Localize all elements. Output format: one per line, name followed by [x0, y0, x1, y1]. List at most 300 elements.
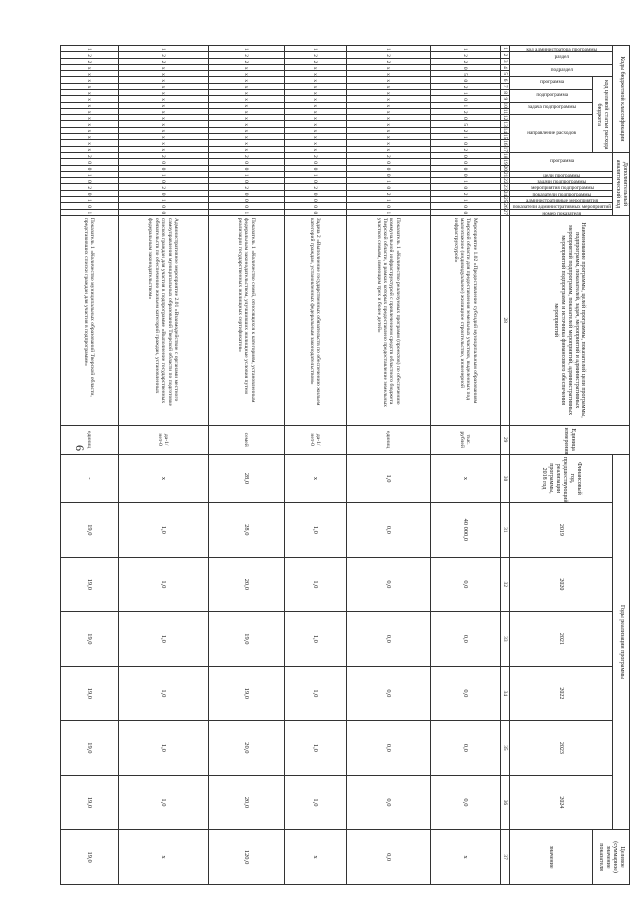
row-year-value: 0,0 [346, 612, 430, 667]
row-base-year: 1,0 [346, 454, 430, 502]
row-year-value: 0,0 [430, 721, 500, 776]
code-cell: 0 [208, 190, 284, 196]
code-cell: 2 [430, 146, 500, 153]
code-cell: 0 [430, 115, 500, 121]
year-2020: 2020 [509, 557, 613, 612]
code-cell: х [284, 83, 346, 89]
code-cell: х [118, 140, 208, 146]
code-cell: х [208, 146, 284, 153]
code-cell: х [346, 108, 430, 114]
table-row [118, 46, 208, 885]
year-2019: 2019 [509, 503, 613, 558]
add-col-6: показатели административных мероприятий [509, 203, 613, 209]
row-target: 120,0 [208, 830, 284, 885]
code-cell: 1 [346, 46, 430, 52]
code-cell: 1 [118, 171, 208, 177]
code-cell: 0 [208, 165, 284, 171]
row-target: 0,0 [346, 830, 430, 885]
name-header: Наименование программы, целей программы, показателей цели программы, подпрограмм, показателей, задач, мероприятий и административных мероприятий подпрограмм, показателей мероприятий, административных мероприятий подпрограмм и источника финансового обеспечения мероприятий [509, 215, 629, 425]
code-cell: 0 [430, 184, 500, 190]
row-year-value: 19,0 [208, 666, 284, 721]
code-cell: х [118, 89, 208, 95]
column-number: 8 [501, 91, 508, 94]
code-cell: х [346, 121, 430, 127]
additional-code-header: Дополнительный аналитический код [613, 153, 630, 216]
code-cell: 0 [430, 171, 500, 177]
row-name: Мероприятие 1.02 «Предоставление субсидий муниципальным образованиям Тверской области для предоставления земельных участков, выделенных под малоэтажное (индивидуальное) жилищное строительство, инженерной инфраструктурой» [430, 215, 500, 425]
column-number: 10 [501, 102, 508, 108]
code-cell: х [346, 102, 430, 108]
code-cell: 0 [430, 203, 500, 209]
row-year-value: 19,0 [60, 503, 118, 558]
column-number: 16 [501, 140, 508, 146]
code-cell: 2 [430, 58, 500, 64]
code-cell: х [284, 140, 346, 146]
code-cell: 0 [430, 140, 500, 146]
column-number: 7 [501, 84, 508, 88]
row-unit: тыс. рублей [430, 425, 500, 454]
code-cell: х [208, 64, 284, 70]
code-cell: 1 [346, 196, 430, 202]
code-cell: 1 [118, 196, 208, 202]
column-number: 32 [500, 557, 509, 612]
code-cell: х [118, 146, 208, 153]
column-number: 6 [501, 78, 508, 82]
code-cell: х [118, 121, 208, 127]
code-cell: 0 [60, 190, 118, 196]
row-year-value: 1,0 [284, 612, 346, 667]
code-cell: 0 [430, 165, 500, 171]
row-base-year: - [60, 454, 118, 502]
code-cell: х [284, 121, 346, 127]
add-col-3: мероприятия подпрограммы [509, 184, 613, 190]
row-year-value: 0,0 [346, 721, 430, 776]
code-cell: 0 [284, 178, 346, 184]
code-cell: х [346, 140, 430, 146]
table-row [430, 46, 500, 885]
code-cell: 0 [208, 203, 284, 209]
code-cell: х [60, 102, 118, 108]
code-cell: х [208, 102, 284, 108]
code-cell: 0 [118, 203, 208, 209]
code-cell: 1 [118, 46, 208, 52]
code-cell: 2 [60, 184, 118, 190]
code-cell: х [208, 71, 284, 77]
code-cell: х [346, 146, 430, 153]
code-cell: х [118, 71, 208, 77]
code-cell: 0 [430, 209, 500, 215]
column-number: 18 [501, 153, 508, 159]
zadacha-header: задача подпрограммы [509, 102, 592, 115]
add-col-5: административные мероприятия [509, 196, 613, 202]
code-cell: х [284, 64, 346, 70]
code-cell: 2 [118, 52, 208, 58]
row-year-value: 20,0 [208, 775, 284, 830]
column-number: 21 [501, 171, 508, 178]
code-cell: 0 [60, 165, 118, 171]
row-year-value: 1,0 [118, 666, 208, 721]
code-cell: 0 [346, 184, 430, 190]
code-cell: 0 [208, 196, 284, 202]
code-cell: 0 [430, 159, 500, 165]
row-unit: семей [208, 425, 284, 454]
code-cell: х [118, 83, 208, 89]
fin-year-header: Финансовый год, предшествующий реализации программы, 2018 год [509, 454, 613, 502]
row-year-value: 20,0 [208, 557, 284, 612]
code-cell: 0 [430, 77, 500, 83]
row-year-value: 19,0 [60, 557, 118, 612]
code-cell: х [284, 115, 346, 121]
add-col-1: цели программы [509, 171, 613, 177]
row-year-value: 1,0 [284, 503, 346, 558]
code-cell: х [118, 77, 208, 83]
unit-header: Единица измерения [509, 425, 629, 454]
code-cell: 2 [430, 190, 500, 196]
csr-header: код целевой статьи расхода бюджета [592, 77, 613, 153]
code-cell: х [346, 77, 430, 83]
code-cell: 2 [208, 58, 284, 64]
code-cell: 0 [118, 178, 208, 184]
code-cell: 2 [346, 58, 430, 64]
year-2024: 2024 [509, 775, 613, 830]
column-number: 14 [501, 127, 508, 134]
code-cell: 5 [430, 121, 500, 127]
row-year-value: 1,0 [118, 503, 208, 558]
column-number: 24 [501, 190, 508, 197]
code-cell: 2 [430, 83, 500, 89]
row-year-value: 0,0 [430, 557, 500, 612]
code-cell: 0 [60, 159, 118, 165]
code-cell: х [208, 115, 284, 121]
code-cell: х [118, 102, 208, 108]
table-row [346, 46, 430, 885]
code-cell: 2 [430, 108, 500, 114]
column-number: 19 [501, 159, 508, 165]
code-cell: х [346, 64, 430, 70]
row-year-value: 19,0 [60, 775, 118, 830]
code-cell: 2 [284, 153, 346, 159]
column-number: 11 [501, 108, 508, 115]
column-number: 12 [501, 115, 508, 121]
code-cell: 1 [430, 46, 500, 52]
row-unit: единиц [346, 425, 430, 454]
table-row [60, 46, 118, 885]
row-target: х [284, 830, 346, 885]
target-header: Целевое (суммарное) значение показателя [592, 830, 629, 885]
code-cell: х [118, 96, 208, 102]
row-name: Задача 2 «Выполнение государственных обязательств по обеспечению жильем категорий граждан, установленных федеральным законодательством» [284, 215, 346, 425]
code-cell: х [284, 127, 346, 133]
column-number: 13 [501, 121, 508, 127]
code-cell: 1 [430, 178, 500, 184]
row-name: Показатель 1 «Количество муниципальных образований Тверской области, представивших списки граждан для участия в подпрограмме» [60, 215, 118, 425]
code-cell: 1 [430, 196, 500, 202]
code-cell: 0 [284, 165, 346, 171]
code-cell: х [284, 108, 346, 114]
code-cell: 1 [430, 89, 500, 95]
code-cell: х [284, 71, 346, 77]
column-number: 25 [501, 196, 508, 203]
code-cell: х [118, 115, 208, 121]
code-cell: х [346, 133, 430, 139]
podprogramma-header: подпрограмма [509, 89, 592, 102]
code-cell: х [60, 146, 118, 153]
code-cell: 2 [118, 153, 208, 159]
code-cell: 2 [346, 153, 430, 159]
row-year-value: 0,0 [430, 666, 500, 721]
column-number: 1 [501, 47, 508, 50]
column-number: 2 [501, 53, 508, 57]
code-cell: х [60, 71, 118, 77]
code-cell: 2 [284, 58, 346, 64]
programma-header: программа [509, 77, 592, 90]
row-base-year: х [284, 454, 346, 502]
code-cell: 1 [284, 46, 346, 52]
code-cell: х [118, 64, 208, 70]
table-viewport [83, 45, 630, 885]
column-number: 4 [501, 66, 508, 69]
code-cell: 1 [208, 209, 284, 215]
code-cell: х [60, 64, 118, 70]
year-2023: 2023 [509, 721, 613, 776]
code-cell: х [60, 108, 118, 114]
column-number: 9 [501, 97, 508, 101]
code-cell: 0 [118, 190, 208, 196]
page-number: 6 [73, 445, 87, 451]
code-cell: 1 [430, 133, 500, 139]
code-cell: х [346, 96, 430, 102]
code-cell: 1 [60, 46, 118, 52]
code-cell: 2 [60, 58, 118, 64]
code-cell: х [208, 121, 284, 127]
code-cell: х [346, 71, 430, 77]
row-unit: да-1/ нет-0 [118, 425, 208, 454]
row-year-value: 1,0 [284, 557, 346, 612]
code-cell: 0 [346, 203, 430, 209]
row-target: х [118, 830, 208, 885]
row-base-year: х [430, 454, 500, 502]
year-2021: 2021 [509, 612, 613, 667]
code-cell: х [346, 115, 430, 121]
code-cell: х [208, 96, 284, 102]
code-cell: 0 [284, 190, 346, 196]
column-number: 3 [501, 59, 508, 63]
row-name: Показатель 1 «Количество реализуемых программ (проектов) по обеспечению коммунальной инфраструктурой с привлечением средств областного бюджета Тверской области, в рамках которых предоставлено предоставление земельных участков семьям, имеющим трех и более детей» [346, 215, 430, 425]
code-cell: х [284, 77, 346, 83]
column-number: 33 [500, 612, 509, 667]
add-col-0: программа [509, 153, 613, 172]
code-cell: 2 [118, 58, 208, 64]
code-cell: х [208, 127, 284, 133]
code-cell: 0 [284, 209, 346, 215]
code-cell: 0 [118, 165, 208, 171]
row-year-value: 19,0 [60, 721, 118, 776]
code-cell: х [60, 133, 118, 139]
code-cell: 2 [208, 153, 284, 159]
row-base-year: х [118, 454, 208, 502]
column-number: 28 [500, 215, 509, 425]
code-cell: х [60, 115, 118, 121]
row-name: Административное мероприятие 2.01 «Взаимодействие с органами местного самоуправления муниципальных образований Тверской области по подготовке списков граждан для участия в подпрограмме «Выполнение государственных обязательств по обеспечению жильем категорий граждан, установленных федеральным законодательством» [118, 215, 208, 425]
code-cell: 0 [346, 165, 430, 171]
years-header: Годы реализации программы [613, 454, 630, 829]
code-cell: 2 [346, 52, 430, 58]
column-number: 17 [501, 146, 508, 152]
code-cell: 5 [430, 71, 500, 77]
code-cell: х [118, 127, 208, 133]
kbk-header: Коды бюджетной классификации [613, 46, 630, 153]
code-cell: 0 [430, 153, 500, 159]
column-number: 26 [501, 203, 508, 209]
code-cell: х [60, 83, 118, 89]
code-cell: 1 [208, 171, 284, 177]
code-cell: 0 [346, 171, 430, 177]
row-target: х [430, 830, 500, 885]
code-cell: 0 [60, 203, 118, 209]
code-cell: 0 [118, 159, 208, 165]
code-cell: 1 [60, 171, 118, 177]
code-cell: х [208, 83, 284, 89]
column-number: 35 [500, 721, 509, 776]
code-cell: 0 [60, 178, 118, 184]
code-cell: 2 [284, 52, 346, 58]
code-cell: 2 [60, 52, 118, 58]
row-year-value: 20,0 [208, 721, 284, 776]
code-cell: 2 [208, 184, 284, 190]
code-cell: 2 [60, 153, 118, 159]
code-cell: х [284, 102, 346, 108]
code-cell: 0 [118, 209, 208, 215]
row-base-year: 28,0 [208, 454, 284, 502]
row-year-value: 0,0 [430, 612, 500, 667]
code-cell: х [60, 89, 118, 95]
code-cell: 0 [430, 64, 500, 70]
code-cell: х [208, 77, 284, 83]
code-cell: 2 [346, 190, 430, 196]
column-number: 36 [500, 775, 509, 830]
row-name: Показатель 1 «Количество семей, относящихся к категориям, установленным федеральным законодательством, улучшивших жилищные условия путем реализации государственных жилищных сертификатов» [208, 215, 284, 425]
column-number: 22 [501, 178, 508, 184]
code-cell: х [284, 146, 346, 153]
target-value-header: значение [509, 830, 592, 885]
row-year-value: 28,0 [208, 503, 284, 558]
column-number: 20 [501, 165, 508, 171]
row-year-value: 0,0 [346, 666, 430, 721]
code-cell: 2 [208, 52, 284, 58]
code-cell: х [346, 83, 430, 89]
add-col-2: задачи подпрограммы [509, 178, 613, 184]
row-year-value: 0,0 [346, 503, 430, 558]
code-cell: 2 [430, 52, 500, 58]
code-cell: х [284, 133, 346, 139]
column-number: 30 [500, 454, 509, 502]
row-year-value: 1,0 [118, 721, 208, 776]
code-cell: 1 [60, 196, 118, 202]
row-year-value: 40 000,0 [430, 503, 500, 558]
row-year-value: 1,0 [118, 557, 208, 612]
code-cell: х [60, 127, 118, 133]
code-cell: 2 [430, 127, 500, 133]
column-number: 27 [501, 209, 508, 215]
row-year-value: 0,0 [346, 557, 430, 612]
column-number: 29 [500, 425, 509, 454]
rotated-sheet [83, 45, 630, 885]
code-cell: 0 [346, 159, 430, 165]
row-year-value: 1,0 [284, 721, 346, 776]
napravlenie-header: направление расходов [509, 115, 592, 153]
row-unit: единиц [60, 425, 118, 454]
column-number-row [500, 46, 509, 885]
code-cell: х [208, 133, 284, 139]
row-year-value: 1,0 [284, 666, 346, 721]
column-number: 5 [501, 72, 508, 76]
code-cell: х [60, 77, 118, 83]
column-number: 37 [500, 830, 509, 885]
code-cell: 1 [430, 102, 500, 108]
row-year-value: 1,0 [118, 775, 208, 830]
column-number: 23 [501, 184, 508, 190]
code-cell: х [118, 108, 208, 114]
podrazdel-header: подраздел [509, 64, 613, 77]
row-unit: да-1/ нет-0 [284, 425, 346, 454]
add-col-7: номер показателя [509, 209, 613, 215]
code-cell: 1 [346, 178, 430, 184]
code-cell: 0 [208, 159, 284, 165]
code-cell: 0 [430, 96, 500, 102]
code-cell: 0 [284, 203, 346, 209]
year-2022: 2022 [509, 666, 613, 721]
code-cell: х [118, 133, 208, 139]
row-year-value: 1,0 [284, 775, 346, 830]
code-cell: х [60, 140, 118, 146]
column-number: 34 [500, 666, 509, 721]
code-cell: х [208, 108, 284, 114]
program-table [60, 45, 630, 885]
row-year-value: 19,0 [60, 612, 118, 667]
code-cell: х [208, 140, 284, 146]
code-cell: 2 [284, 184, 346, 190]
code-cell: х [284, 96, 346, 102]
code-cell: х [284, 89, 346, 95]
code-cell: х [346, 127, 430, 133]
code-cell: 1 [208, 46, 284, 52]
row-target: 19,0 [60, 830, 118, 885]
code-cell: 2 [118, 184, 208, 190]
column-number: 31 [500, 503, 509, 558]
row-year-value: 1,0 [118, 612, 208, 667]
row-year-value: 0,0 [430, 775, 500, 830]
code-cell: 0 [284, 196, 346, 202]
column-number: 15 [501, 133, 508, 140]
code-cell: 1 [284, 171, 346, 177]
table-row [284, 46, 346, 885]
row-year-value: 19,0 [60, 666, 118, 721]
code-cell: х [208, 89, 284, 95]
code-cell: 1 [60, 209, 118, 215]
code-cell: х [60, 96, 118, 102]
row-year-value: 0,0 [346, 775, 430, 830]
row-year-value: 19,0 [208, 612, 284, 667]
table-row [208, 46, 284, 885]
add-col-4: показатели подпрограммы [509, 190, 613, 196]
code-cell: х [60, 121, 118, 127]
code-cell: 0 [208, 178, 284, 184]
code-cell: х [346, 89, 430, 95]
code-cell: 1 [346, 209, 430, 215]
razdel-header: раздел [509, 52, 613, 65]
code-cell: 0 [284, 159, 346, 165]
admin-code-header: код администратора программы [509, 46, 613, 52]
